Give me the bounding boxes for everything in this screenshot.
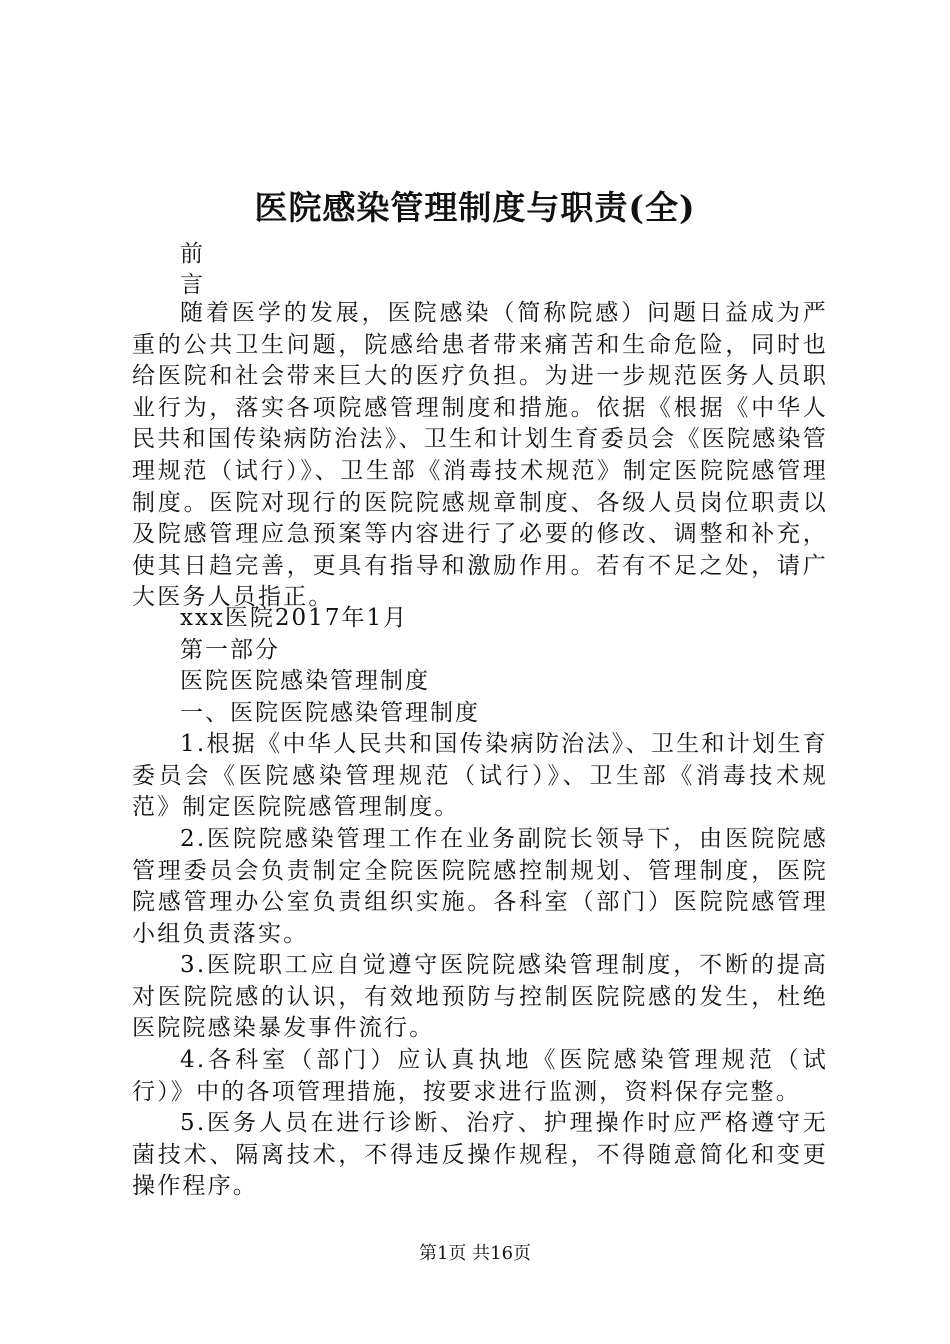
list-item: 3.医院职工应自觉遵守医院院感染管理制度，不断的提高对医院院感的认识，有效地预防与控制医院院感的发生，杜绝医院院感染暴发事件流行。 bbox=[132, 952, 828, 1042]
subsection-heading: 一、医院医院感染管理制度 bbox=[180, 700, 480, 726]
part-heading: 第一部分 bbox=[180, 637, 280, 663]
preface-heading-char-2: 言 bbox=[180, 272, 205, 298]
intro-block bbox=[132, 298, 828, 614]
list-item: 4.各科室（部门）应认真执地《医院感染管理规范（试行）》中的各项管理措施，按要求进行监测，资料保存完整。 bbox=[132, 1047, 828, 1105]
list-item: 1.根据《中华人民共和国传染病防治法》、卫生和计划生育委员会《医院感染管理规范（试行）》、卫生部《消毒技术规范》制定医院院感管理制度。 bbox=[132, 731, 828, 821]
document-title: 医院感染管理制度与职责(全) bbox=[254, 188, 696, 227]
item-3-block bbox=[132, 950, 828, 1045]
signature-line: xxx医院2017年1月 bbox=[180, 605, 409, 631]
item-2-block bbox=[132, 824, 828, 950]
list-item: 2.医院院感染管理工作在业务副院长领导下，由医院院感管理委员会负责制定全院医院院感控制规划、管理制度，医院院感管理办公室负责组织实施。各科室（部门）医院院感管理小组负责落实。 bbox=[132, 826, 828, 947]
item-4-block bbox=[132, 1045, 828, 1108]
preface-heading-char-1: 前 bbox=[180, 241, 205, 267]
item-5-block bbox=[132, 1108, 828, 1203]
intro-paragraph: 随着医学的发展，医院感染（简称院感）问题日益成为严重的公共卫生问题，院感给患者带来痛苦和生命危险，同时也给医院和社会带来巨大的医疗负担。为进一步规范医务人员职业行为，落实各项院感管理制度和措施。依据《根据《中华人民共和国传染病防治法》、卫生和计划生育委员会《医院感染管理规范（试行）》、卫生部《消毒技术规范》制定医院院感管理制度。医院对现行的医院院感规章制度、各级人员岗位职责以及院感管理应急预案等内容进行了必要的修改、调整和补充，使其日趋完善，更具有指导和激励作用。若有不足之处，请广大医务人员指正。 bbox=[132, 300, 828, 611]
section-heading: 医院医院感染管理制度 bbox=[180, 668, 430, 694]
page-indicator: 第1页 共16页 bbox=[418, 1243, 532, 1264]
list-item: 5.医务人员在进行诊断、治疗、护理操作时应严格遵守无菌技术、隔离技术，不得违反操作规程，不得随意简化和变更操作程序。 bbox=[132, 1110, 828, 1200]
item-1-block bbox=[132, 729, 828, 824]
